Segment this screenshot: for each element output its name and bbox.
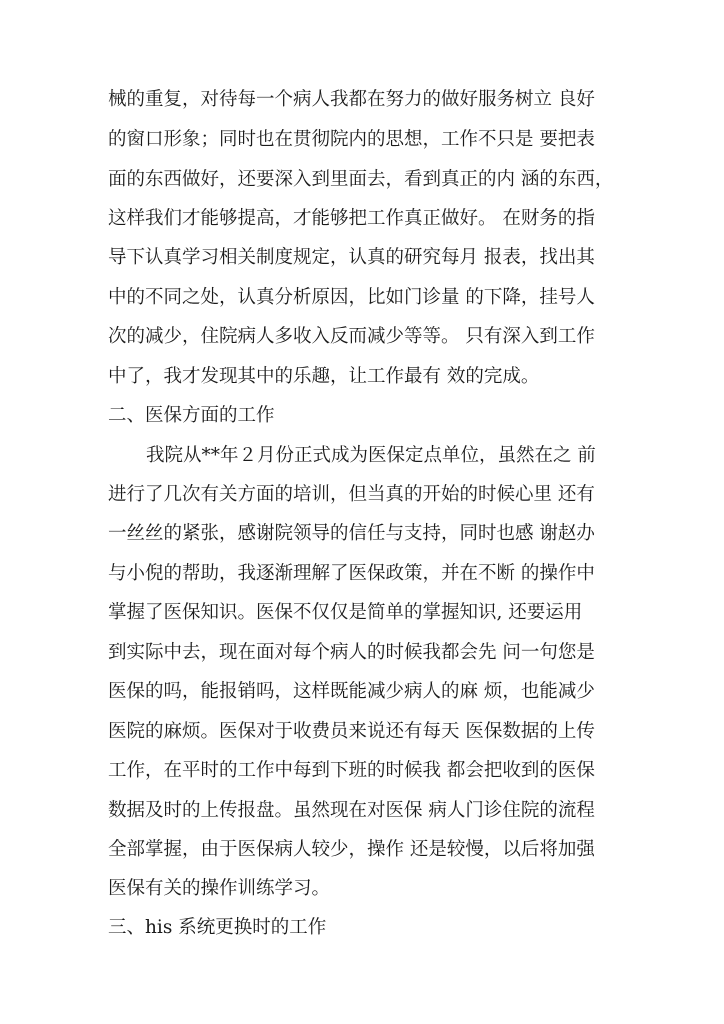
paragraph-line: 医院的麻烦。医保对于收费员来说还有每天 医保数据的上传: [108, 721, 595, 742]
paragraph-line: 与小倪的帮助，我逐渐理解了医保政策，并在不断 的操作中: [108, 563, 595, 584]
paragraph-line: 进行了几次有关方面的培训，但当真的开始的时候心里 还有: [108, 484, 595, 505]
section-heading: 三、his 系统更换时的工作: [108, 917, 327, 938]
paragraph-line: 次的减少，住院病人多收入反而减少等等。 只有深入到工作: [108, 326, 595, 347]
section-heading: 二、医保方面的工作: [108, 405, 275, 426]
paragraph-line: 数据及时的上传报盘。虽然现在对医保 病人门诊住院的流程: [108, 800, 595, 821]
paragraph-line: 一丝丝的紧张，感谢院领导的信任与支持，同时也感 谢赵办: [108, 523, 595, 544]
paragraph-line: 的窗口形象；同时也在贯彻院内的思想，工作不只是 要把表: [108, 129, 595, 150]
paragraph-line: 全部掌握，由于医保病人较少，操作 还是较慢，以后将加强: [108, 839, 595, 860]
paragraph-line: 中的不同之处，认真分析原因，比如门诊量 的下降，挂号人: [108, 287, 595, 308]
paragraph-line: 到实际中去，现在面对每个病人的时候我都会先 问一句您是: [108, 642, 595, 663]
paragraph-line: 面的东西做好，还要深入到里面去，看到真正的内 涵的东西，: [108, 169, 614, 190]
paragraph-line: 导下认真学习相关制度规定，认真的研究每月 报表，找出其: [108, 247, 595, 268]
paragraph-line: 我院从**年２月份正式成为医保定点单位，虽然在之 前: [146, 445, 596, 466]
paragraph-line: 械的重复，对待每一个病人我都在努力的做好服务树立 良好: [108, 89, 595, 110]
paragraph-line: 医保的吗，能报销吗，这样既能减少病人的麻 烦，也能减少: [108, 681, 595, 702]
paragraph-line: 这样我们才能够提高，才能够把工作真正做好。 在财务的指: [108, 208, 595, 229]
paragraph-line: 工作，在平时的工作中每到下班的时候我 都会把收到的医保: [108, 760, 595, 781]
paragraph-line: 中了，我才发现其中的乐趣，让工作最有 效的完成。: [108, 366, 540, 387]
paragraph-line: 掌握了医保知识。医保不仅仅是简单的掌握知识, 还要运用: [108, 602, 583, 623]
paragraph-line: 医保有关的操作训练学习。: [108, 878, 331, 899]
